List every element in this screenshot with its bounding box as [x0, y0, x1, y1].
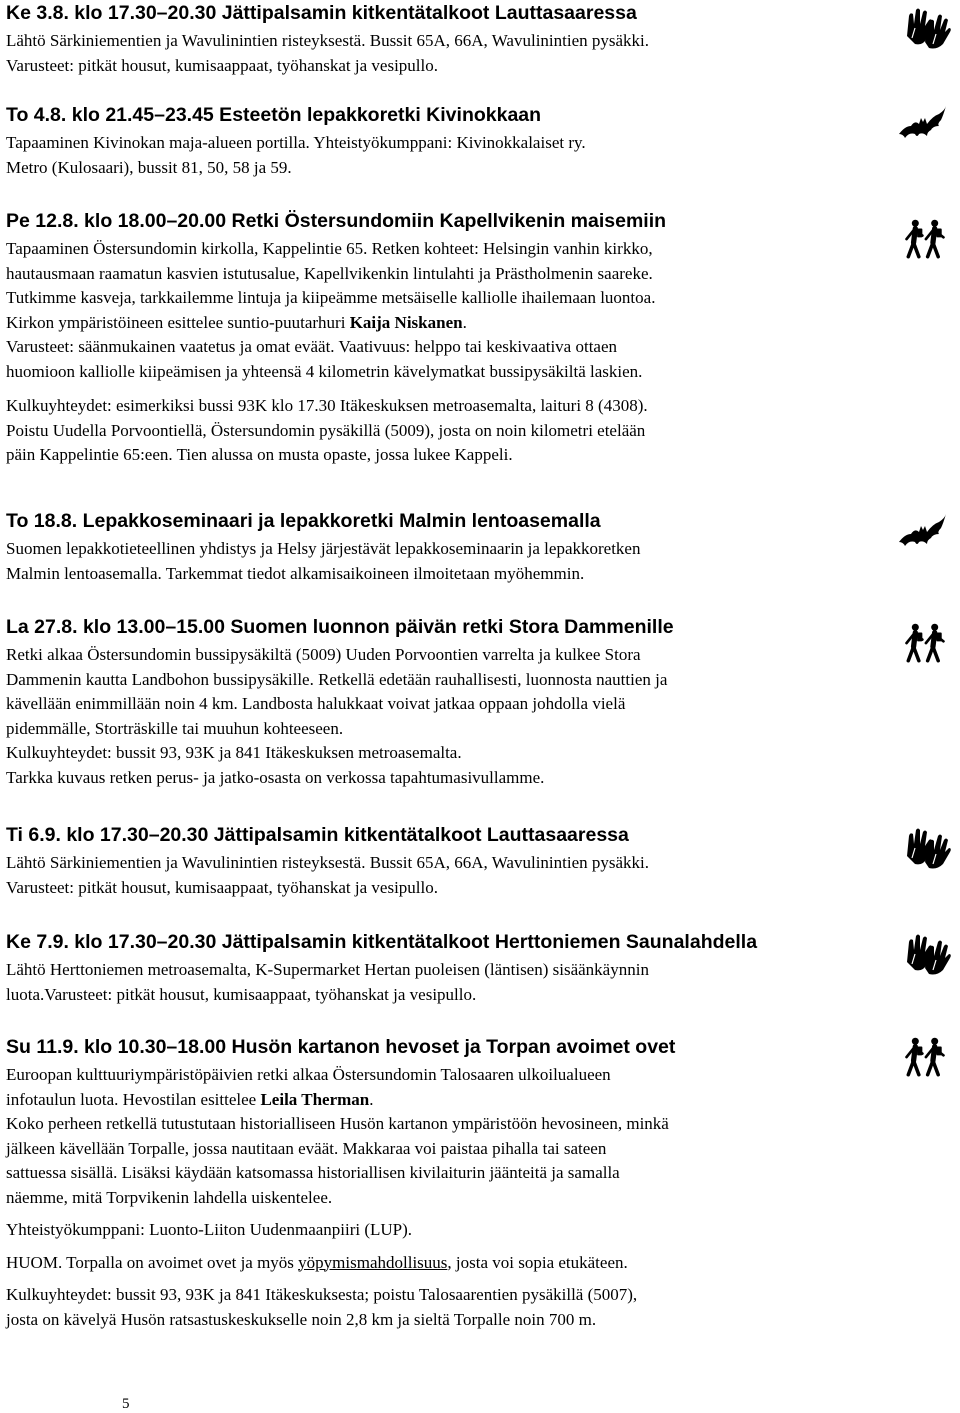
event-text: sattuessa sisällä. Lisäksi käydään katsomassa historiallisen kivilaiturin jäänteitä ja samalla [6, 1163, 620, 1182]
host-name: Leila Therman [260, 1089, 370, 1109]
event-text: Kulkuyhteydet: esimerkiksi bussi 93K klo 17.30 Itäkeskuksen metroasemalta, laituri 8 (4308). [6, 396, 648, 415]
event-lepakkoseminaari-malmi [6, 510, 896, 586]
event-text: huomioon kalliolle kiipeämisen ja yhteensä 4 kilometrin kävelymatkat bussipysäkiltä laskien. [6, 361, 643, 381]
event-text: Euroopan kulttuuriympäristöpäivien retki alkaa Östersundomin Talosaaren ulkoilualueen [6, 1065, 611, 1084]
event-text: Varusteet: säänmukainen vaatetus ja omat eväät. Vaativuus: helppo tai keskivaativa ottaen [6, 337, 618, 356]
overnight-link[interactable]: yöpymismahdollisuus [298, 1252, 448, 1272]
event-text: Lähtö Särkiniementien ja Wavulinintien risteyksestä. Bussit 65A, 66A, Wavulinintien pysäkki. [6, 853, 650, 872]
gloves-icon [903, 6, 953, 50]
event-text: Tutkimme kasveja, tarkkailemme lintuja ja kiipeämme metsäiselle kalliolle ihailemaan luontoa. [6, 288, 656, 307]
hikers-icon [900, 218, 950, 262]
event-text-huom [6, 1251, 896, 1276]
event-text: Metro (Kulosaari), bussit 81, 50, 58 ja 59. [6, 157, 292, 177]
event-title: Ti 6.9. klo 17.30–20.30 Jättipalsamin kitkentätalkoot Lauttasaaressa [6, 824, 629, 846]
huom-suffix: , josta voi sopia etukäteen. [447, 1252, 628, 1272]
event-title: To 18.8. Lepakkoseminaari ja lepakkoretki Malmin lentoasemalla [6, 510, 601, 532]
event-title: Ke 3.8. klo 17.30–20.30 Jättipalsamin kitkentätalkoot Lauttasaaressa [6, 2, 637, 24]
event-stora-dammen [6, 616, 896, 790]
event-text: Dammenin kautta Landbohon bussipysäkille. Retkellä edetään rauhallisesti, luonnosta nauttien ja [6, 669, 668, 689]
event-text: pidemmälle, Storträskille tai muuhun kohteeseen. [6, 718, 344, 738]
event-text: hautausmaan raamatun kasvien istutusalue, Kapellvikenkin lintulahti ja Prästholmenin saareke. [6, 263, 653, 283]
gloves-icon [903, 932, 953, 976]
event-jattipalsami-lauttasaari-sep [6, 824, 896, 900]
event-text: Malmin lentoasemalla. Tarkemmat tiedot alkamisaikoineen ilmoitetaan myöhemmin. [6, 563, 585, 583]
event-text: Kulkuyhteydet: bussit 93, 93K ja 841 Itäkeskuksen metroasemalta. [6, 743, 462, 762]
event-text-host [6, 1088, 896, 1113]
event-text: Retki alkaa Östersundomin bussipysäkiltä (5009) Uuden Porvoontien varrelta ja kulkee Stora [6, 645, 641, 664]
event-text: jälkeen kävellään Torpalle, jossa nautitaan eväät. Makkaraa voi paistaa pihalla tai sateen [6, 1138, 607, 1158]
event-text: Lähtö Särkiniementien ja Wavulinintien risteyksestä. Bussit 65A, 66A, Wavulinintien pysäkki. [6, 31, 650, 50]
event-text: Tapaaminen Östersundomin kirkolla, Kappelintie 65. Retken kohteet: Helsingin vanhin kirkko, [6, 239, 653, 258]
event-ostersundom-kapellviken [6, 210, 896, 468]
event-text: Tarkka kuvaus retken perus- ja jatko-osasta on verkossa tapahtumasivullamme. [6, 767, 545, 787]
bat-icon [897, 104, 947, 148]
event-text: luota.Varusteet: pitkät housut, kumisaappaat, työhanskat ja vesipullo. [6, 984, 477, 1004]
event-jattipalsami-lauttasaari-aug [6, 2, 896, 78]
event-text: Varusteet: pitkät housut, kumisaappaat, työhanskat ja vesipullo. [6, 55, 438, 75]
event-text: Varusteet: pitkät housut, kumisaappaat, työhanskat ja vesipullo. [6, 877, 438, 897]
host-suffix: . [369, 1089, 374, 1109]
event-text: josta on kävelyä Husön ratsastuskeskukselle noin 2,8 km ja sieltä Torpalle noin 700 m. [6, 1309, 597, 1329]
event-title: La 27.8. klo 13.00–15.00 Suomen luonnon päivän retki Stora Dammenille [6, 616, 674, 638]
event-title: Su 11.9. klo 10.30–18.00 Husön kartanon hevoset ja Torpan avoimet ovet [6, 1036, 676, 1058]
event-lepakkoretki-kivinokka [6, 104, 896, 180]
event-text: kävellään enimmillään noin 4 km. Landbosta halukkaat voivat jatkaa oppaan johdolla vielä [6, 694, 626, 713]
guide-suffix: . [462, 312, 467, 332]
event-text: Lähtö Herttoniemen metroasemalta, K-Supermarket Hertan puoleisen (läntisen) sisäänkäynnin [6, 960, 649, 979]
guide-prefix: Kirkon ympäristöineen esittelee suntio-puutarhuri [6, 312, 350, 332]
event-title: Pe 12.8. klo 18.00–20.00 Retki Östersundomiin Kapellvikenin maisemiin [6, 210, 667, 232]
event-text: Kulkuyhteydet: bussit 93, 93K ja 841 Itäkeskuksesta; poistu Talosaarentien pysäkillä (5007), [6, 1285, 638, 1304]
event-text: Tapaaminen Kivinokan maja-alueen portilla. Yhteistyökumppani: Kivinokkalaiset ry. [6, 133, 586, 152]
page-number: 5 [122, 1396, 130, 1412]
event-title: Ke 7.9. klo 17.30–20.30 Jättipalsamin kitkentätalkoot Herttoniemen Saunalahdella [6, 931, 758, 953]
event-jattipalsami-herttoniemi [6, 931, 896, 1007]
bat-icon [897, 512, 947, 556]
event-text: näemme, mitä Torpvikenin lahdella uiskentelee. [6, 1187, 333, 1207]
event-text: Poistu Uudella Porvoontiellä, Östersundomin pysäkillä (5009), josta on noin kilometri etelään [6, 420, 646, 440]
event-text: päin Kappelintie 65:een. Tien alussa on musta opaste, jossa lukee Kappeli. [6, 445, 513, 464]
event-text-guide [6, 311, 896, 336]
huom-prefix: HUOM. Torpalla on avoimet ovet ja myös [6, 1252, 299, 1272]
event-title: To 4.8. klo 21.45–23.45 Esteetön lepakkoretki Kivinokkaan [6, 104, 542, 126]
event-text: Koko perheen retkellä tutustutaan historialliseen Husön kartanon ympäristöön hevosineen, minkä [6, 1114, 669, 1133]
hikers-icon [900, 622, 950, 666]
guide-name: Kaija Niskanen [349, 312, 463, 332]
event-huso-torppa [6, 1036, 896, 1332]
event-text: Suomen lepakkotieteellinen yhdistys ja Helsy järjestävät lepakkoseminaarin ja lepakkoretken [6, 539, 641, 558]
event-text: Yhteistyökumppani: Luonto-Liiton Uudenmaanpiiri (LUP). [6, 1220, 413, 1239]
hikers-icon [900, 1036, 950, 1080]
gloves-icon [903, 826, 953, 870]
host-prefix: infotaulun luota. Hevostilan esittelee [6, 1089, 261, 1109]
